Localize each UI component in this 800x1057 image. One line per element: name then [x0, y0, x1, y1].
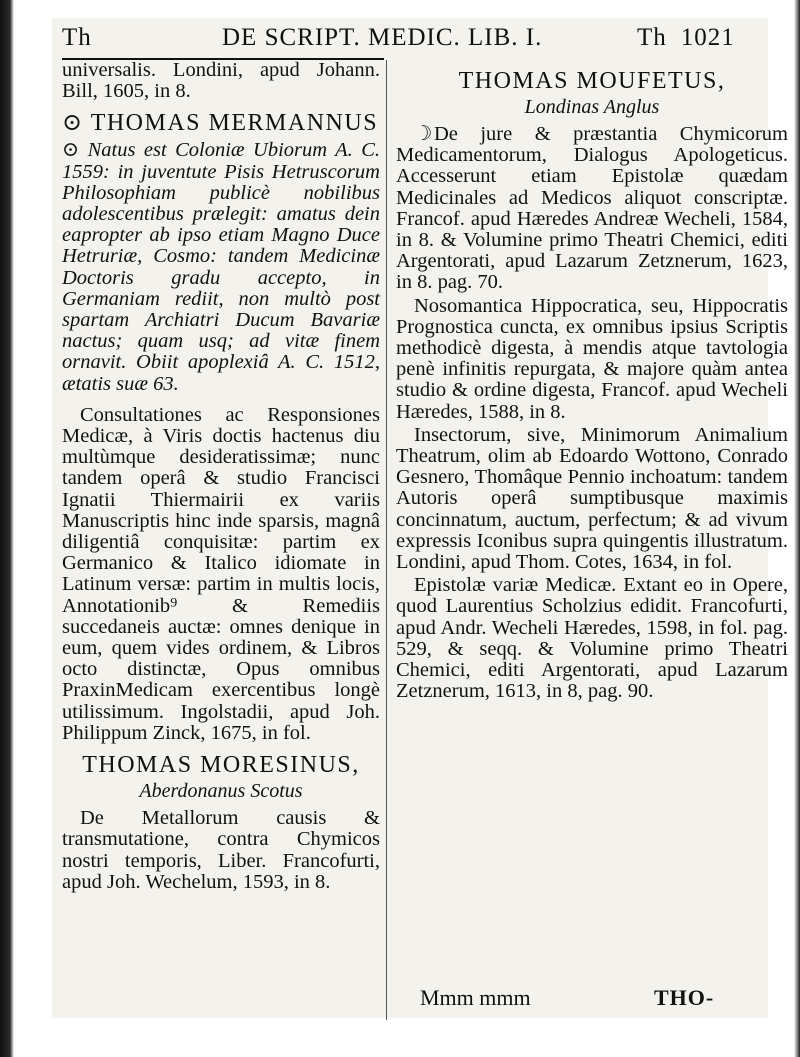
signature-mark: Mmm mmm [420, 985, 531, 1010]
work-entry: Insectorum, sive, Minimorum Animalium Theatrum, olim ab Edoardo Wottono, Conrado Gesnero, Thomâque Pennio inchoatum: tandem Autoris operâ sumptibusque maximis concinnatum, auctum, perfectum; & ad vivum expressis Iconibus supra quingentis illustratum. Londini, apud Thom. Cotes, 1634, in fol. [396, 423, 788, 574]
work-text: De jure & præstantia Chymicorum Medicamentorum, Dialogus Apologeticus. Accesserunt etiam Epistolæ quædam Medicinales ad Medicos aliquot conscriptæ. Francof. apud Hæredes Andreæ Wecheli, 1584, in 8. & Volumine primo Theatri Chemici, editi Argentorati, apud Lazarum Zetznerum, 1623, in 8. pag. 70. [396, 123, 788, 294]
author-heading-moresinus: THOMAS MORESINUS, [82, 752, 360, 779]
author-origin: Londinas Anglus [524, 96, 660, 118]
right-column [396, 60, 788, 704]
work-entry: Epistolæ variæ Medicæ. Extant eo in Opere, quod Laurentius Scholzius edidit. Francofurti, apud Andr. Wecheli Hæredes, 1598, in fol. pag. 529, & seqq. & Volumine primo Theatri Chemici, editi Argentorati, apud Lazarum Zetznerum, 1613, in 8, pag. 90. [396, 574, 788, 703]
header-right [637, 24, 735, 52]
moon-symbol: ☽ [414, 123, 433, 145]
page-number: 1021 [680, 24, 735, 51]
author-heading-moufetus: THOMAS MOUFETUS, [458, 68, 726, 94]
catchword: THO- [654, 985, 715, 1010]
work-entry: Consultationes ac Responsiones Medicæ, à Viris doctis hactenus diu multùmque desideratissimæ; nunc tandem operâ & studio Francisci Ignatii Thiermairii ex variis Manuscriptis hinc inde sparsis, magnâ diligentiâ conquisitæ: partim ex Germanico & Italico idiomate in Latinum versæ: partim in multis locis, Annotationib⁹ & Remediis succedaneis auctæ: omnes denique in eum, quem vides ordinem, & Libros octo distinctæ, Opus omnibus PraxinMedicam exercentibus longè utilissimum. Ingolstadii, apud Joh. Philippum Zinck, 1675, in fol. [62, 403, 380, 744]
bio-marker: ⊙ [62, 139, 80, 162]
page-edge [794, 0, 800, 1057]
entry-marker: ⊙ [62, 110, 84, 137]
author-name: THOMAS MERMANNUS [90, 110, 379, 137]
continuation-text: universalis. Londini, apud Johann. Bill, 1605, in 8. [62, 59, 380, 103]
author-biography [62, 140, 380, 394]
work-entry: Nosomantica Hippocratica, seu, Hippocratis Prognostica cuncta, ex omnibus ipsius Scriptis methodicè digesta, à mendis atque tavtologia penè infinitis repurgata, & majore quàm antea studio & ordine digesta, Francof. apud Wecheli Hæredes, 1588, in 8. [396, 294, 788, 423]
work-entry [396, 124, 788, 294]
running-head [62, 24, 762, 54]
header-left: Th [62, 24, 92, 51]
left-column [62, 60, 380, 895]
work-entry: De Metallorum causis & transmutatione, contra Chymicos nostri temporis, Liber. Francofurti, apud Joh. Wechelum, 1593, in 8. [62, 807, 380, 893]
header-title: DE SCRIPT. MEDIC. LIB. I. [222, 24, 543, 51]
binding-shadow [0, 0, 14, 1057]
author-origin: Aberdonanus Scotus [139, 780, 303, 803]
header-right-letters: Th [637, 24, 667, 51]
bio-text: Natus est Coloniæ Ubiorum A. C. 1559: in juventute Pisis Hetruscorum Philosophiam publicè nobilibus adolescentibus prælegit: amatus dein eapropter ab ipso etiam Magno Duce Hetruriæ, Cosmo: tandem Medicinæ Doctoris gradu accepto, in Germaniam rediit, non multò post spartam Archiatri Ducum Bavariæ nactus; quam usq; ad vitæ finem ornavit. Obiit apoplexiâ A. C. 1512, ætatis suæ 63. [62, 139, 381, 395]
column-divider [386, 60, 387, 1020]
author-heading-mermannus [62, 110, 380, 136]
